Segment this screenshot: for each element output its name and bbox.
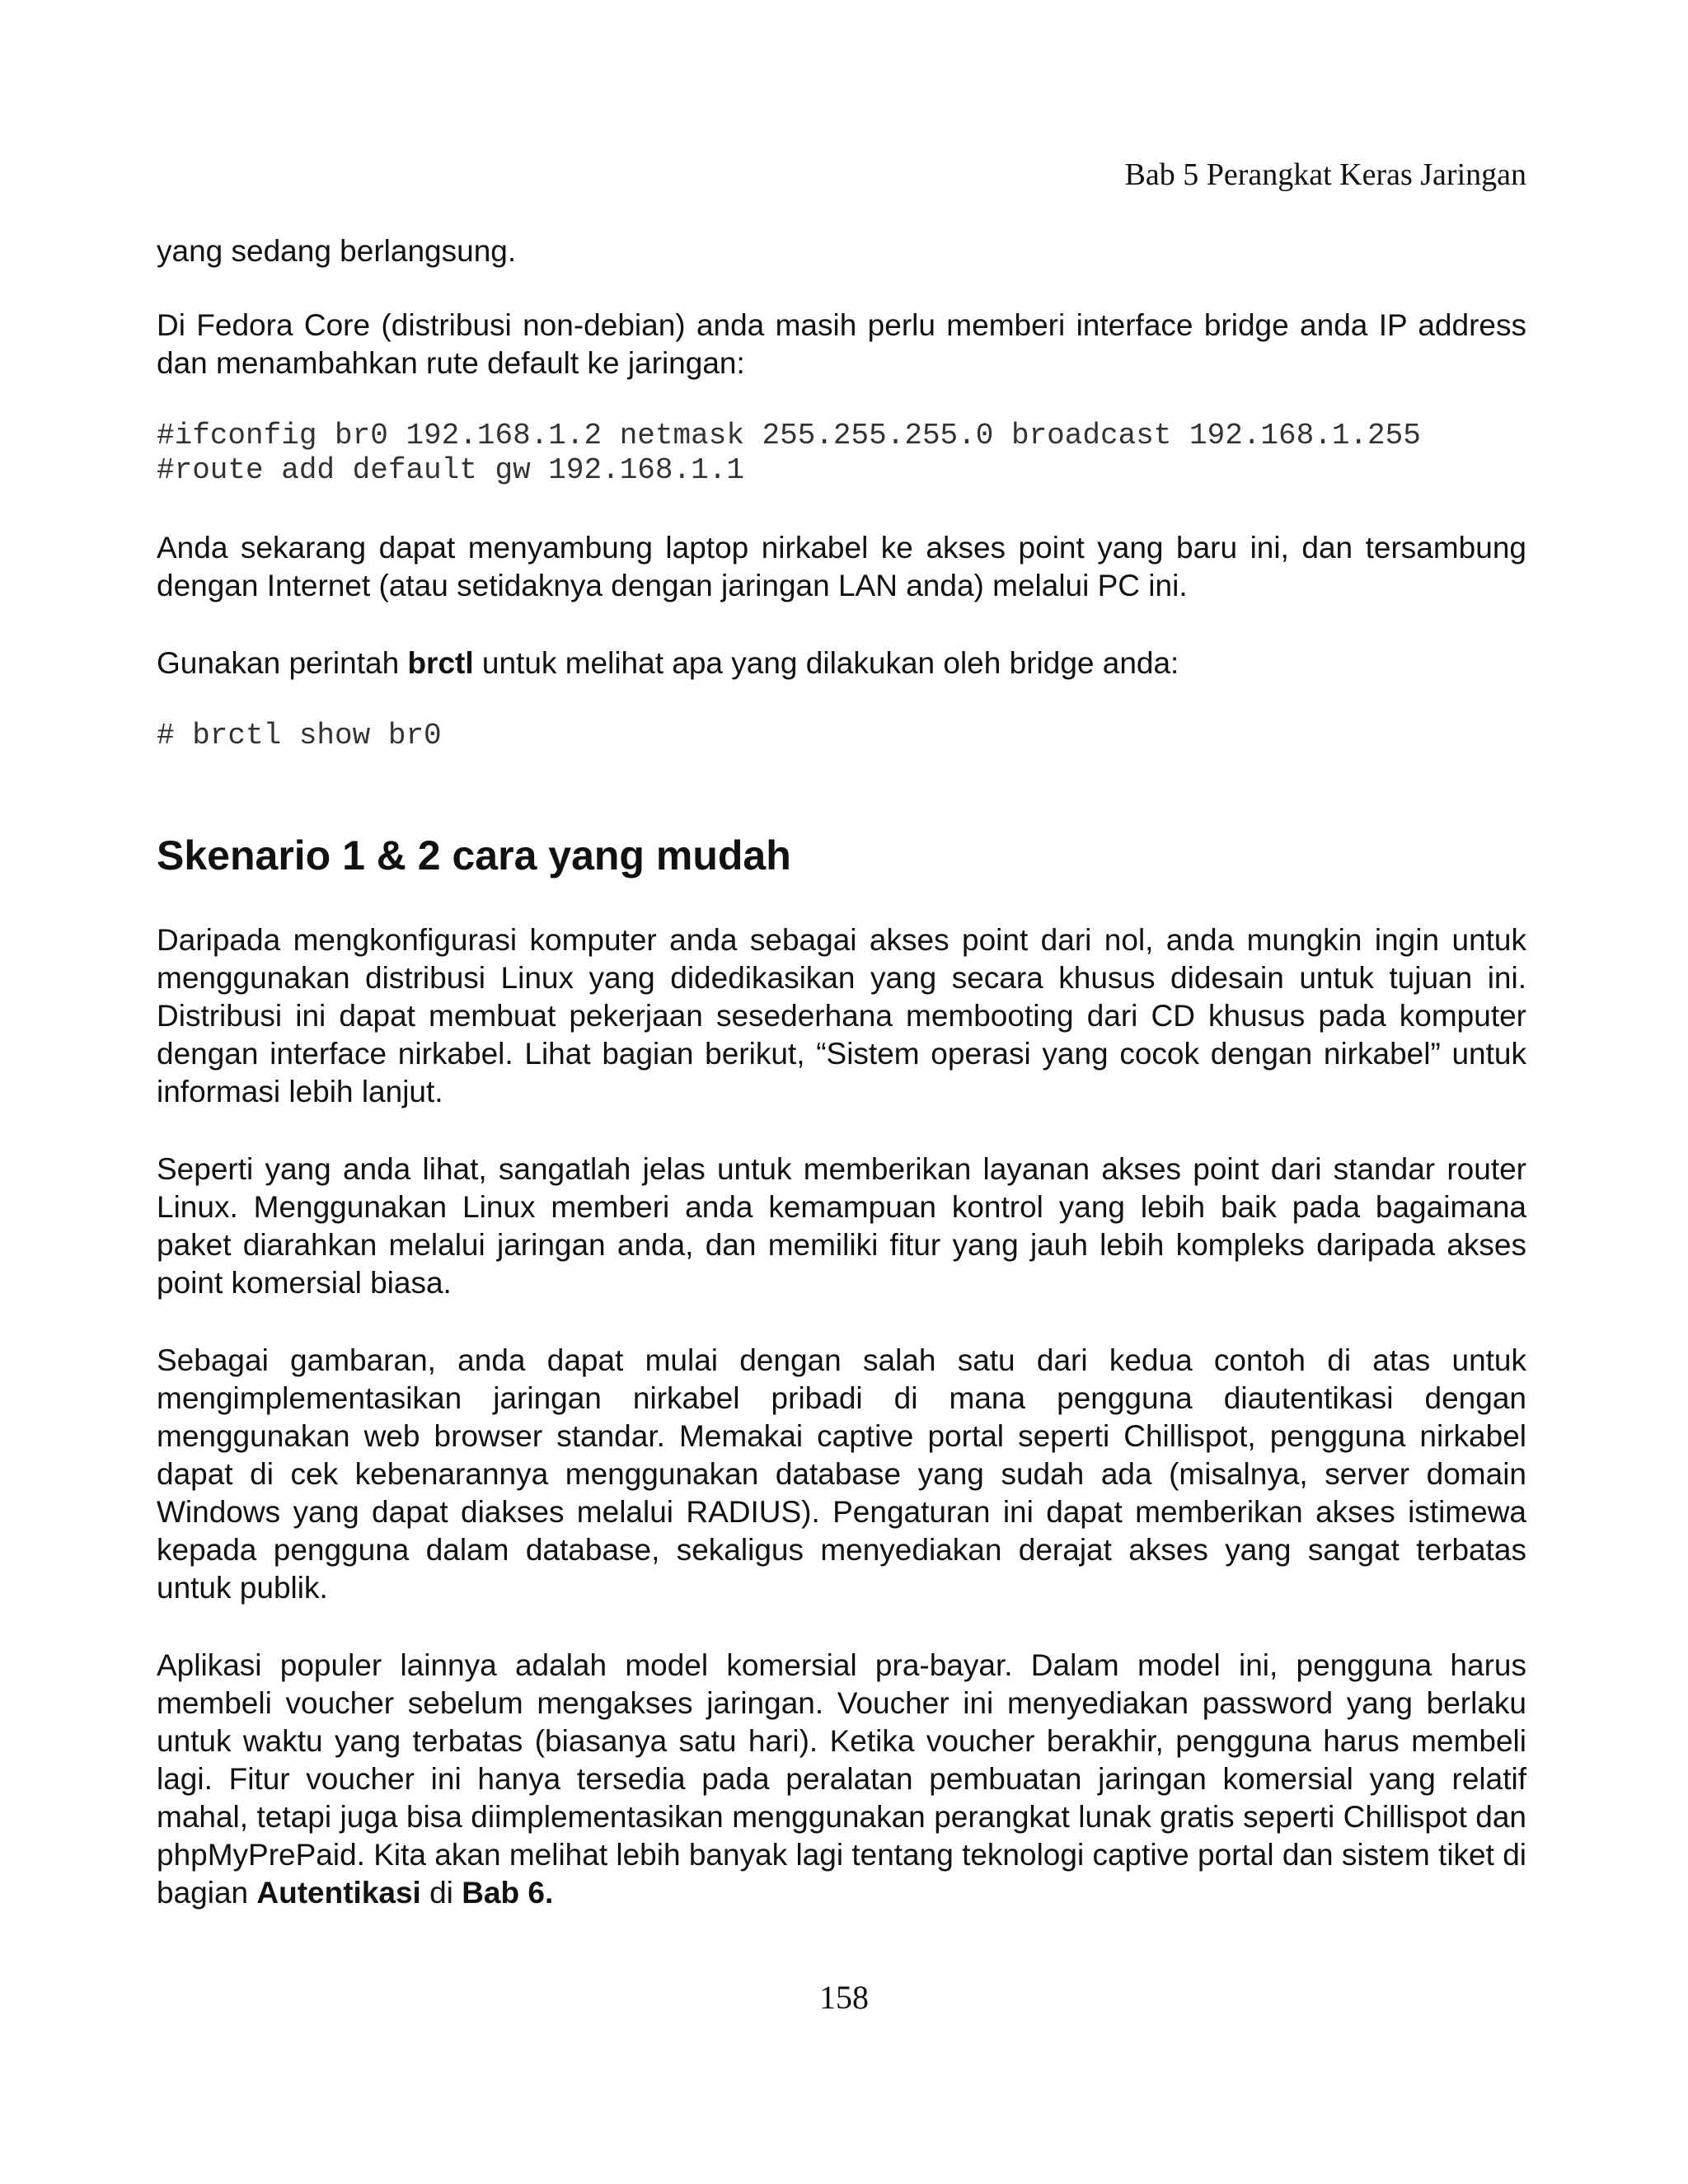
paragraph-dedicated-distro: Daripada mengkonfigurasi komputer anda sebagai akses point dari nol, anda mungkin ingin untuk menggunakan distribusi Linux yang didedikasikan yang secara khusus didesain untuk tujuan ini. Distribusi ini dapat membuat pekerjaan sesederhana membooting dari CD khusus pada komputer dengan interface nirkabel. Lihat bagian berikut, “Sistem operasi yang cocok dengan nirkabel” untuk informasi lebih lanjut. xyxy=(157,923,1526,1108)
paragraph-continuation: yang sedang berlangsung. xyxy=(157,234,517,268)
code-line-brctl-show: # brctl show br0 xyxy=(157,719,442,752)
paragraph-captive-portal: Sebagai gambaran, anda dapat mulai dengan salah satu dari kedua contoh di atas untuk mengimplementasikan jaringan nirkabel pribadi di mana pengguna diautentikasi dengan menggunakan web browser standar. Memakai captive portal seperti Chillispot, pengguna nirkabel dapat di cek kebenarannya menggunakan database yang sudah ada (misalnya, server domain Windows yang dapat diakses melalui RADIUS). Pengaturan ini dapat memberikan akses istimewa kepada pengguna dalam database, sekaligus menyediakan derajat akses yang sangat terbatas untuk publik. xyxy=(157,1343,1526,1605)
paragraph-fedora-bridge: Di Fedora Core (distribusi non-debian) anda masih perlu memberi interface bridge anda IP address dan menambahkan rute default ke jaringan: xyxy=(157,308,1526,380)
page-content xyxy=(157,232,1526,1912)
code-line-route: #route add default gw 192.168.1.1 xyxy=(157,453,744,487)
paragraph-brctl-text-after: untuk melihat apa yang dilakukan oleh bridge anda: xyxy=(473,646,1179,680)
paragraph-prepaid-text-mid: di xyxy=(420,1876,462,1910)
paragraph-brctl-command: brctl xyxy=(407,646,474,680)
running-header: Bab 5 Perangkat Keras Jaringan xyxy=(1124,157,1526,192)
code-block-brctl xyxy=(157,719,1526,753)
paragraph-prepaid-bold-autentikasi: Autentikasi xyxy=(256,1876,421,1910)
paragraph-prepaid-model xyxy=(157,1647,1526,1912)
paragraph-laptop-connect: Anda sekarang dapat menyambung laptop nirkabel ke akses point yang baru ini, dan tersambung dengan Internet (atau setidaknya dengan jaringan LAN anda) melalui PC ini. xyxy=(157,531,1526,602)
code-block-ifconfig xyxy=(157,419,1526,488)
paragraph-brctl xyxy=(157,644,1526,682)
paragraph-prepaid-text: Aplikasi populer lainnya adalah model komersial pra-bayar. Dalam model ini, pengguna harus membeli voucher sebelum mengakses jaringan. Voucher ini menyediakan password yang berlaku untuk waktu yang terbatas (biasanya satu hari). Ketika voucher berakhir, pengguna harus membeli lagi. Fitur voucher ini hanya tersedia pada peralatan pembuatan jaringan komersial yang relatif mahal, tetapi juga bisa diimplementasikan menggunakan perangkat lunak gratis seperti Chillispot dan phpMyPrePaid. Kita akan melihat lebih banyak lagi tentang teknologi captive portal dan sistem tiket di bagian xyxy=(157,1648,1526,1910)
paragraph-prepaid-bold-bab: Bab 6. xyxy=(462,1876,554,1910)
paragraph-brctl-text-before: Gunakan perintah xyxy=(157,646,408,680)
section-heading: Skenario 1 & 2 cara yang mudah xyxy=(157,832,791,879)
paragraph-linux-router: Seperti yang anda lihat, sangatlah jelas untuk memberikan layanan akses point dari standar router Linux. Menggunakan Linux memberi anda kemampuan kontrol yang lebih baik pada bagaimana paket diarahkan melalui jaringan anda, dan memiliki fitur yang jauh lebih kompleks daripada akses point komersial biasa. xyxy=(157,1152,1526,1300)
code-line-ifconfig: #ifconfig br0 192.168.1.2 netmask 255.255.255.0 broadcast 192.168.1.255 xyxy=(157,419,1421,452)
page-number: 158 xyxy=(819,1979,869,2016)
